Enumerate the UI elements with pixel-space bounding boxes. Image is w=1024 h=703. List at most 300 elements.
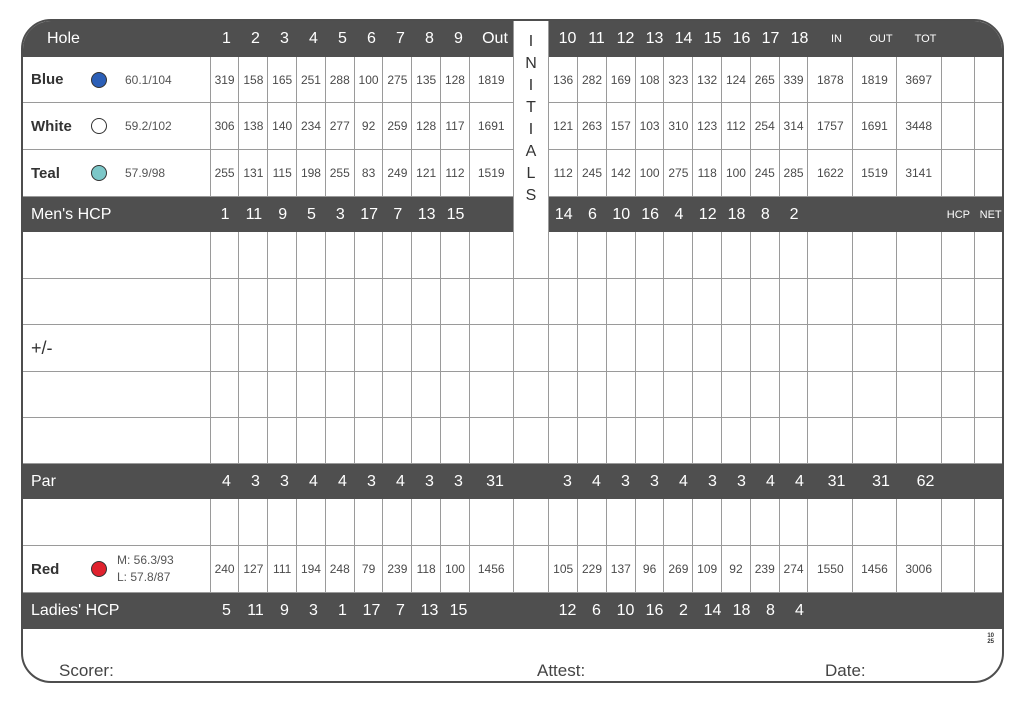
net-score (975, 325, 1004, 371)
hole-par: 4 (795, 472, 804, 490)
hole-value: 115 (268, 150, 297, 196)
hole-par: 3 (563, 472, 572, 490)
hole-value: 239 (751, 546, 780, 592)
score-cell[interactable] (607, 325, 636, 371)
hole-value: 109 (693, 546, 722, 592)
score-cell[interactable] (412, 232, 441, 278)
score-cell[interactable] (751, 279, 780, 324)
score-cell[interactable] (326, 232, 355, 278)
tee-color-dot-icon (91, 72, 107, 88)
score-cell[interactable] (607, 279, 636, 324)
par-row (23, 464, 1004, 499)
hole-value: 234 (297, 103, 326, 149)
in-score (808, 418, 853, 463)
hole-value: 194 (297, 546, 326, 592)
in-total: 1878 (808, 57, 853, 102)
score-cell[interactable] (412, 279, 441, 324)
net-score (975, 279, 1004, 324)
in-header: IN (831, 33, 842, 45)
hole-value: 112 (722, 103, 751, 149)
hole-number: 14 (674, 30, 693, 47)
score-cell[interactable] (607, 418, 636, 463)
player-name-field[interactable] (23, 279, 211, 324)
score-cell[interactable] (549, 325, 578, 371)
score-cell[interactable] (780, 232, 809, 278)
score-cell[interactable] (722, 279, 751, 324)
score-cell[interactable] (636, 279, 665, 324)
score-cell[interactable] (326, 279, 355, 324)
spacer (897, 197, 942, 232)
score-cell[interactable] (751, 372, 780, 417)
score-cell[interactable] (549, 499, 578, 545)
hole-handicap: 6 (592, 602, 601, 619)
grand-total: 3141 (897, 150, 942, 196)
out-total (470, 499, 514, 545)
score-cell[interactable] (636, 372, 665, 417)
score-cell[interactable] (268, 499, 297, 545)
score-cell[interactable] (412, 325, 441, 371)
out-total (470, 372, 514, 417)
total-score (897, 372, 942, 417)
score-cell[interactable] (211, 372, 240, 417)
score-cell[interactable] (693, 499, 722, 545)
initials-letter: N (525, 55, 537, 72)
initials-letter: L (526, 165, 536, 182)
score-cell[interactable] (549, 232, 578, 278)
total-score (897, 279, 942, 324)
hole-par: 3 (425, 472, 434, 490)
hole-handicap: 13 (420, 602, 439, 619)
grand-total: 3006 (897, 546, 942, 592)
score-cell[interactable] (239, 499, 268, 545)
tee-rating (117, 552, 174, 586)
hole-value: 248 (326, 546, 355, 592)
in-score (808, 279, 853, 324)
score-cell[interactable] (441, 372, 470, 417)
hole-value: 245 (751, 150, 780, 196)
hole-handicap: 18 (727, 205, 746, 223)
hole-value: 239 (383, 546, 412, 592)
out-total (470, 232, 514, 278)
player-score-row (23, 279, 1004, 325)
score-cell[interactable] (441, 325, 470, 371)
tee-label (23, 150, 211, 196)
score-cell[interactable] (664, 418, 693, 463)
hole-value: 83 (355, 150, 384, 196)
print-code: 10 25 (987, 633, 994, 645)
hole-par: 4 (309, 472, 318, 490)
hole-value: 314 (780, 103, 809, 149)
hole-value: 277 (326, 103, 355, 149)
score-cell[interactable] (693, 418, 722, 463)
score-cell[interactable] (636, 325, 665, 371)
initials-gap (514, 325, 550, 371)
score-cell[interactable] (751, 499, 780, 545)
tee-color-dot-icon (91, 118, 107, 134)
score-cell[interactable] (268, 325, 297, 371)
hole-number: 4 (309, 30, 318, 47)
hole-handicap: 9 (280, 602, 289, 619)
hole-handicap: 13 (417, 205, 436, 223)
score-cell[interactable] (297, 232, 326, 278)
score-cell[interactable] (383, 325, 412, 371)
hole-handicap: 14 (554, 205, 573, 223)
score-cell[interactable] (211, 499, 240, 545)
hole-value: 245 (578, 150, 607, 196)
grand-total: 3448 (897, 103, 942, 149)
hole-par: 4 (396, 472, 405, 490)
hole-par: 3 (650, 472, 659, 490)
in-total: 1757 (808, 103, 853, 149)
score-cell[interactable] (693, 279, 722, 324)
score-cell[interactable] (751, 418, 780, 463)
hcp-header: HCP (946, 208, 970, 221)
out-score (853, 372, 897, 417)
out-score (853, 325, 897, 371)
hole-number: 7 (396, 30, 405, 47)
score-cell[interactable] (239, 325, 268, 371)
player-score-row (23, 232, 1004, 279)
hole-value: 132 (693, 57, 722, 102)
score-cell[interactable] (297, 499, 326, 545)
hole-value: 323 (664, 57, 693, 102)
score-cell[interactable] (355, 418, 384, 463)
hole-value: 118 (693, 150, 722, 196)
hole-handicap: 16 (645, 602, 664, 619)
score-cell[interactable] (722, 325, 751, 371)
score-cell[interactable] (383, 499, 412, 545)
hole-handicap: 18 (732, 602, 751, 619)
score-cell[interactable] (297, 418, 326, 463)
hole-par: 3 (621, 472, 630, 490)
initials-gap (514, 418, 550, 463)
tee-rating: 57.9/98 (125, 166, 166, 180)
score-cell[interactable] (297, 279, 326, 324)
score-cell[interactable] (355, 325, 384, 371)
score-cell[interactable] (578, 372, 607, 417)
hole-value: 169 (607, 57, 636, 102)
hole-number: 17 (761, 30, 780, 47)
score-cell[interactable] (211, 418, 240, 463)
hole-par: 4 (338, 472, 347, 490)
score-cell[interactable] (751, 232, 780, 278)
scorer-label: Scorer: (59, 661, 114, 680)
score-cell[interactable] (578, 418, 607, 463)
player-name-field[interactable] (23, 372, 211, 417)
hole-value: 79 (355, 546, 384, 592)
score-cell[interactable] (636, 418, 665, 463)
score-cell[interactable] (383, 232, 412, 278)
score-cell[interactable] (239, 279, 268, 324)
par-out: 31 (486, 472, 504, 490)
score-cell[interactable] (780, 279, 809, 324)
hole-value: 128 (412, 103, 441, 149)
initials-gap (517, 464, 553, 499)
hole-handicap: 6 (588, 205, 597, 223)
score-cell[interactable] (607, 372, 636, 417)
tot-header: TOT (914, 33, 937, 45)
hole-par: 3 (454, 472, 463, 490)
hole-value: 265 (751, 57, 780, 102)
score-cell[interactable] (607, 499, 636, 545)
score-cell[interactable] (664, 499, 693, 545)
hole-value: 229 (578, 546, 607, 592)
hole-handicap: 17 (360, 205, 378, 223)
hole-value: 111 (268, 546, 297, 592)
total-score (897, 499, 942, 545)
score-cell[interactable] (693, 325, 722, 371)
initials-letter: T (526, 99, 536, 116)
score-cell[interactable] (441, 279, 470, 324)
score-cell[interactable] (636, 232, 665, 278)
spacer (853, 197, 897, 232)
score-cell[interactable] (664, 372, 693, 417)
score-cell[interactable] (664, 232, 693, 278)
tee-name: White (31, 117, 72, 135)
score-cell[interactable] (211, 232, 240, 278)
scorecard (21, 19, 1004, 683)
hole-value: 339 (780, 57, 809, 102)
hole-value: 285 (780, 150, 809, 196)
net-score (975, 232, 1004, 278)
out-total: 1691 (853, 103, 897, 149)
hole-value: 310 (664, 103, 693, 149)
hcp-cell (942, 57, 976, 102)
hole-handicap: 3 (335, 205, 345, 223)
hole-handicap: 11 (245, 205, 263, 223)
score-cell[interactable] (412, 372, 441, 417)
out-score (853, 232, 897, 278)
score-cell[interactable] (326, 325, 355, 371)
out-header: Out (482, 30, 508, 47)
hole-value: 142 (607, 150, 636, 196)
score-cell[interactable] (412, 418, 441, 463)
hole-number: 8 (425, 30, 434, 47)
score-cell[interactable] (549, 418, 578, 463)
score-cell[interactable] (578, 232, 607, 278)
hole-number: 15 (703, 30, 722, 47)
hole-handicap: 15 (446, 205, 465, 223)
hole-value: 240 (211, 546, 240, 592)
hole-value: 306 (211, 103, 240, 149)
player-score-row (23, 418, 1004, 464)
hole-value: 275 (383, 57, 412, 102)
score-cell[interactable] (297, 372, 326, 417)
par-label: Par (31, 472, 56, 490)
score-cell[interactable] (268, 372, 297, 417)
hole-value: 275 (664, 150, 693, 196)
score-cell[interactable] (383, 279, 412, 324)
score-cell[interactable] (780, 499, 809, 545)
score-cell[interactable] (326, 499, 355, 545)
score-cell[interactable] (355, 232, 384, 278)
score-cell[interactable] (268, 232, 297, 278)
hole-value: 135 (412, 57, 441, 102)
hole-value: 108 (636, 57, 665, 102)
score-cell[interactable] (722, 499, 751, 545)
player-name-field[interactable] (23, 499, 211, 545)
initials-gap (514, 499, 550, 545)
score-cell[interactable] (693, 372, 722, 417)
tee-label (23, 103, 211, 149)
hcp-score (942, 232, 976, 278)
score-cell[interactable] (722, 232, 751, 278)
hole-handicap: 7 (393, 205, 403, 223)
out-score (853, 418, 897, 463)
score-cell[interactable] (780, 418, 809, 463)
hole-value: 112 (549, 150, 578, 196)
score-cell[interactable] (355, 372, 384, 417)
mens-rating: M: 56.3/93 (117, 553, 174, 567)
hcp-cell (942, 546, 976, 592)
hole-number: 9 (454, 30, 463, 47)
score-cell[interactable] (441, 232, 470, 278)
hole-par: 3 (737, 472, 746, 490)
score-cell[interactable] (239, 372, 268, 417)
hole-number: 1 (222, 30, 231, 47)
score-cell[interactable] (441, 418, 470, 463)
hole-handicap: 9 (278, 205, 288, 223)
hole-value: 127 (239, 546, 268, 592)
score-cell[interactable] (780, 372, 809, 417)
score-cell[interactable] (211, 279, 240, 324)
tee-color-dot-icon (91, 165, 107, 181)
tee-label (23, 546, 211, 592)
score-cell[interactable] (549, 279, 578, 324)
player-name-field[interactable] (23, 418, 211, 463)
score-cell[interactable] (607, 232, 636, 278)
score-cell[interactable] (780, 325, 809, 371)
score-cell[interactable] (383, 372, 412, 417)
score-cell[interactable] (664, 279, 693, 324)
spacer (859, 593, 903, 629)
hole-handicap: 4 (674, 205, 684, 223)
par-out-total: 31 (872, 472, 890, 490)
score-cell[interactable] (636, 499, 665, 545)
par-in: 31 (827, 472, 846, 490)
initials-gap (514, 279, 550, 324)
hole-value: 198 (297, 150, 326, 196)
attest-label: Attest: (537, 661, 586, 680)
score-cell[interactable] (211, 325, 240, 371)
score-cell[interactable] (268, 418, 297, 463)
hole-value: 319 (211, 57, 240, 102)
score-cell[interactable] (268, 279, 297, 324)
hole-value: 282 (578, 57, 607, 102)
hole-value: 124 (722, 57, 751, 102)
total-score (897, 232, 942, 278)
score-cell[interactable] (355, 279, 384, 324)
hole-handicap: 1 (338, 602, 347, 619)
hole-value: 140 (268, 103, 297, 149)
hole-value: 112 (441, 150, 470, 196)
score-cell[interactable] (412, 499, 441, 545)
hole-par: 3 (280, 472, 289, 490)
score-cell[interactable] (664, 325, 693, 371)
hole-handicap: 5 (307, 205, 316, 223)
hole-value: 92 (722, 546, 751, 592)
hole-value: 274 (780, 546, 809, 592)
player-score-row (23, 372, 1004, 418)
hole-number: 6 (367, 30, 376, 47)
grand-total: 3697 (897, 57, 942, 102)
hcp-score (942, 372, 976, 417)
score-cell[interactable] (383, 418, 412, 463)
score-cell[interactable] (326, 372, 355, 417)
hole-header: Hole (47, 30, 80, 47)
score-cell[interactable] (297, 325, 326, 371)
hole-par: 3 (251, 472, 260, 490)
score-cell[interactable] (722, 372, 751, 417)
par-total: 62 (916, 472, 935, 490)
hole-par: 4 (592, 472, 601, 490)
initials-gap (514, 232, 550, 278)
score-cell[interactable] (239, 232, 268, 278)
signature-footer (23, 631, 1004, 683)
hole-value: 100 (355, 57, 384, 102)
red-tee-row (23, 546, 1004, 593)
hole-handicap: 8 (760, 205, 770, 223)
score-cell[interactable] (751, 325, 780, 371)
ladies-handicap-row (23, 593, 1004, 629)
tee-label (23, 57, 211, 102)
hole-value: 165 (268, 57, 297, 102)
player-name-field[interactable] (23, 232, 211, 278)
initials-letter: I (528, 77, 534, 94)
hcp-score (942, 499, 976, 545)
date-label: Date: (825, 661, 866, 680)
initials-column (513, 21, 549, 232)
hole-value: 100 (636, 150, 665, 196)
hole-value: 103 (636, 103, 665, 149)
tee-color-dot-icon (91, 561, 107, 577)
score-cell[interactable] (578, 499, 607, 545)
hole-handicap: 5 (222, 602, 231, 619)
hole-value: 121 (412, 150, 441, 196)
out-total: 1819 (853, 57, 897, 102)
hcp-score (942, 418, 976, 463)
spacer (903, 593, 948, 629)
out-total (470, 325, 514, 371)
in-total: 1622 (808, 150, 853, 196)
score-cell[interactable] (578, 325, 607, 371)
score-cell[interactable] (549, 372, 578, 417)
player-name-field[interactable] (23, 325, 211, 371)
score-cell[interactable] (693, 232, 722, 278)
hole-handicap: 12 (698, 205, 717, 223)
hole-handicap: 8 (766, 602, 775, 619)
in-score (808, 232, 853, 278)
out-total: 1819 (470, 57, 514, 102)
initials-letter: I (528, 121, 534, 138)
out-total (470, 418, 514, 463)
score-cell[interactable] (355, 499, 384, 545)
score-cell[interactable] (578, 279, 607, 324)
plus-minus-label: +/- (31, 337, 53, 358)
score-cell[interactable] (441, 499, 470, 545)
hole-value: 100 (441, 546, 470, 592)
hole-value: 255 (211, 150, 240, 196)
out-total: 1456 (853, 546, 897, 592)
net-cell (975, 57, 1004, 102)
score-cell[interactable] (722, 418, 751, 463)
score-cell[interactable] (326, 418, 355, 463)
in-score (808, 325, 853, 371)
out-total: 1519 (853, 150, 897, 196)
hcp-score (942, 279, 976, 324)
net-cell (975, 546, 1004, 592)
score-cell[interactable] (239, 418, 268, 463)
